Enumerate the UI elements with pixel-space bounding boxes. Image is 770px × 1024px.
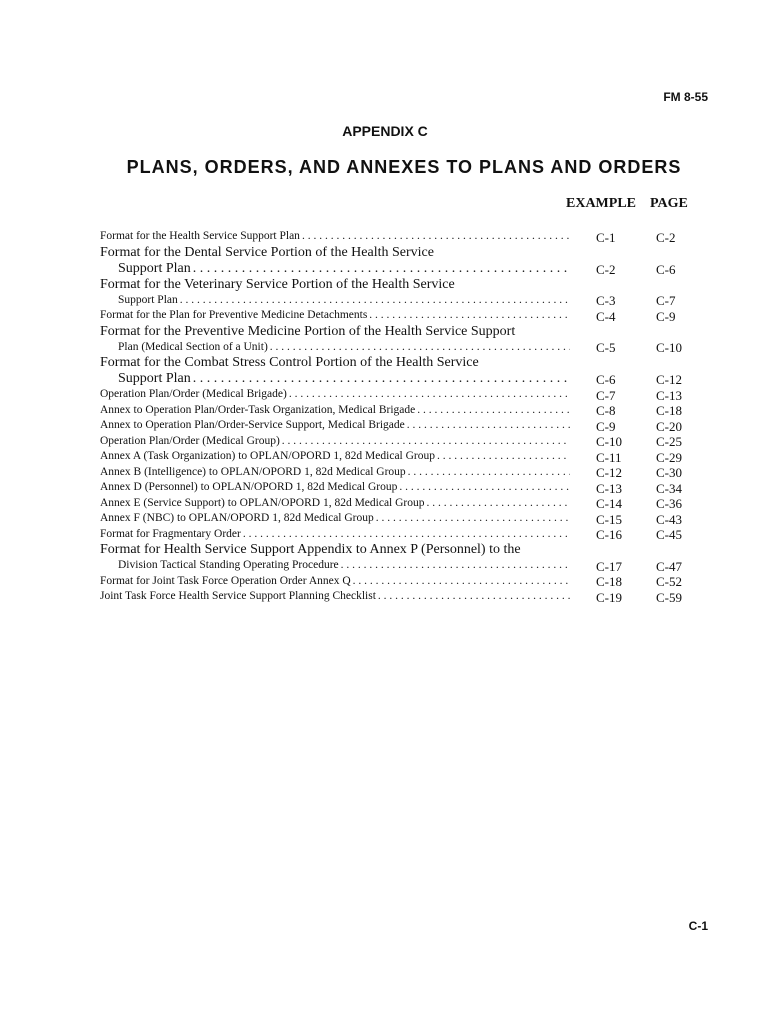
toc-entry [100, 480, 700, 496]
toc-entry-example: C-13 [596, 480, 622, 496]
toc-entry-example: C-3 [596, 293, 616, 308]
toc-entry-example: C-7 [596, 387, 616, 403]
toc-entry [100, 511, 700, 527]
page-title: PLANS, ORDERS, AND ANNEXES TO PLANS AND ORDERS [126, 157, 682, 177]
toc-entry-page: C-6 [656, 261, 676, 277]
toc-entry [100, 308, 700, 324]
toc-entry [100, 324, 700, 356]
toc-entry [100, 277, 700, 309]
dot-leader [435, 449, 570, 465]
toc-entry-page: C-29 [656, 449, 682, 465]
dot-leader [376, 589, 570, 605]
dot-leader [405, 418, 570, 434]
toc-entry-example: C-8 [596, 403, 616, 418]
dot-leader [287, 387, 570, 403]
toc-entry-title: Support Plan [118, 371, 191, 386]
toc-entry [100, 496, 700, 512]
toc-entry-page: C-12 [656, 372, 682, 387]
toc-entry-title: Annex to Operation Plan/Order-Service Support, Medical Brigade [100, 419, 405, 431]
toc-entry-title: Annex F (NBC) to OPLAN/OPORD 1, 82d Medical Group [100, 512, 374, 524]
toc-entry-title: Format for the Health Service Support Plan [100, 230, 300, 242]
toc-entry-page: C-25 [656, 434, 682, 449]
toc-entry-example: C-12 [596, 465, 622, 480]
table-of-contents [100, 229, 700, 605]
toc-entry [100, 574, 700, 590]
toc-entry-example: C-14 [596, 496, 622, 511]
toc-entry-title: Plan (Medical Section of a Unit) [118, 340, 268, 353]
toc-entry-page: C-9 [656, 308, 676, 324]
toc-entry [100, 418, 700, 434]
toc-entry [100, 449, 700, 465]
toc-entry-example: C-19 [596, 589, 622, 605]
toc-entry-title: Joint Task Force Health Service Support Planning Checklist [100, 590, 376, 602]
toc-entry-page: C-47 [656, 558, 682, 574]
toc-entry-example: C-10 [596, 434, 622, 449]
toc-entry [100, 589, 700, 605]
toc-entry-page: C-45 [656, 527, 682, 542]
toc-entry-title-line: Format for the Combat Stress Control Portion of the Health Service [100, 355, 479, 370]
toc-entry-page: C-43 [656, 511, 682, 527]
dot-leader [268, 340, 570, 356]
dot-leader [280, 434, 570, 450]
toc-entry-title: Format for Joint Task Force Operation Order Annex Q [100, 574, 351, 587]
toc-entry-title-line: Format for the Preventive Medicine Portion of the Health Service Support [100, 323, 516, 339]
toc-entry [100, 465, 700, 481]
toc-entry-title: Annex A (Task Organization) to OPLAN/OPORD 1, 82d Medical Group [100, 450, 435, 462]
toc-entry-title: Annex D (Personnel) to OPLAN/OPORD 1, 82d Medical Group [100, 481, 398, 493]
toc-entry-page: C-18 [656, 403, 682, 418]
toc-entry-page: C-59 [656, 589, 682, 605]
dot-leader [415, 403, 570, 419]
toc-entry-example: C-9 [596, 418, 616, 434]
toc-entry-title: Format for Fragmentary Order [100, 527, 241, 540]
toc-entry-page: C-2 [656, 229, 676, 245]
dot-leader [425, 496, 570, 512]
dot-leader [241, 527, 570, 543]
toc-entry-example: C-2 [596, 261, 616, 277]
document-code: FM 8-55 [663, 90, 708, 104]
toc-entry-page: C-10 [656, 340, 682, 355]
dot-leader [178, 293, 570, 309]
toc-entry-title: Division Tactical Standing Operating Procedure [118, 559, 339, 571]
dot-leader [191, 261, 570, 277]
dot-leader [397, 480, 570, 496]
toc-entry-page: C-34 [656, 480, 682, 496]
toc-entry-title: Annex B (Intelligence) to OPLAN/OPORD 1, 82d Medical Group [100, 465, 406, 478]
toc-entry-example: C-16 [596, 527, 622, 542]
toc-entry-page: C-52 [656, 574, 682, 589]
toc-entry [100, 387, 700, 403]
column-header-page: PAGE [650, 196, 688, 211]
dot-leader [339, 558, 570, 574]
toc-entry-title: Operation Plan/Order (Medical Group) [100, 434, 280, 447]
toc-entry-title-line: Format for Health Service Support Appendix to Annex P (Personnel) to the [100, 542, 521, 557]
toc-entry-example: C-18 [596, 574, 622, 589]
toc-entry-page: C-30 [656, 465, 682, 480]
toc-entry-title: Support Plan [118, 293, 178, 306]
toc-entry [100, 229, 700, 245]
dot-leader [374, 511, 570, 527]
toc-entry-page: C-13 [656, 387, 682, 403]
dot-leader [406, 465, 570, 481]
toc-entry-page: C-7 [656, 293, 676, 308]
toc-entry-title: Annex E (Service Support) to OPLAN/OPORD 1, 82d Medical Group [100, 496, 425, 509]
toc-entry-title-line: Format for the Veterinary Service Portion of the Health Service [100, 276, 455, 292]
toc-entry-example: C-15 [596, 511, 622, 527]
toc-entry-example: C-1 [596, 229, 616, 245]
toc-entry-title: Operation Plan/Order (Medical Brigade) [100, 388, 287, 400]
dot-leader [300, 229, 570, 245]
appendix-label: APPENDIX C [342, 123, 428, 139]
toc-entry-page: C-20 [656, 418, 682, 434]
toc-entry [100, 434, 700, 450]
toc-entry [100, 355, 700, 387]
toc-entry-title: Format for the Plan for Preventive Medicine Detachments [100, 309, 368, 321]
toc-entry-title-line: Format for the Dental Service Portion of the Health Service [100, 244, 434, 260]
toc-entry [100, 542, 700, 574]
toc-entry-example: C-11 [596, 449, 622, 465]
toc-entry-example: C-17 [596, 558, 622, 574]
toc-entry [100, 527, 700, 543]
toc-entry [100, 245, 700, 277]
toc-entry-page: C-36 [656, 496, 682, 511]
column-header-example: EXAMPLE [566, 196, 636, 211]
toc-entry-title: Annex to Operation Plan/Order-Task Organization, Medical Brigade [100, 403, 416, 416]
toc-entry-example: C-5 [596, 340, 616, 355]
toc-entry-example: C-4 [596, 308, 616, 324]
dot-leader [367, 308, 570, 324]
page-number: C-1 [688, 919, 708, 933]
dot-leader [351, 574, 570, 590]
toc-entry-example: C-6 [596, 372, 616, 387]
dot-leader [191, 371, 570, 387]
toc-entry [100, 403, 700, 419]
toc-entry-title: Support Plan [118, 260, 191, 276]
